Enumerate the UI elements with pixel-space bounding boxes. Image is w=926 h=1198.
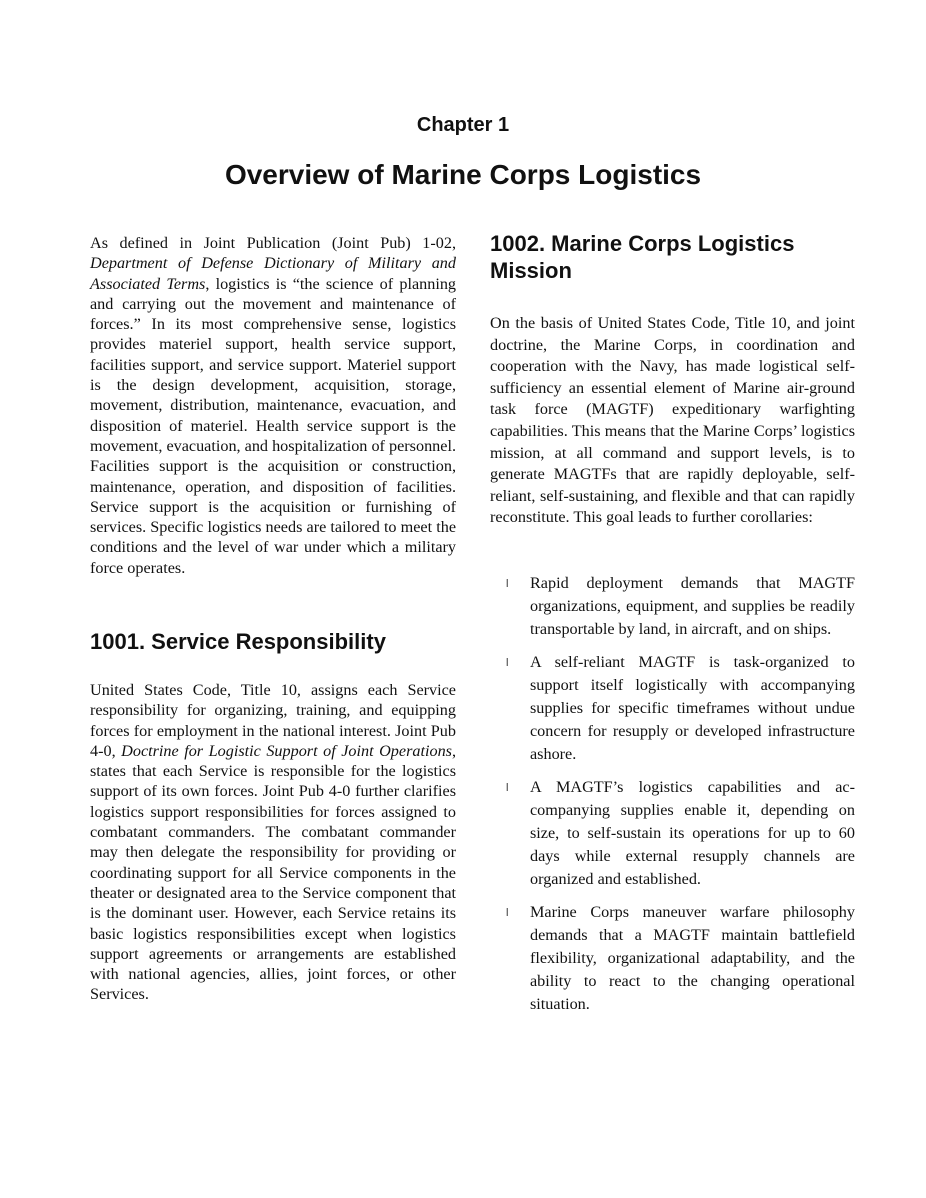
bullet-text: Rapid deployment demands that MAGTF organizations, equipment, and supplies be readily transportable by land, in aircraft, and on ships.: [530, 574, 855, 638]
section-1001-paragraph: [90, 680, 456, 1005]
list-item: [490, 572, 855, 640]
bullet-text: Marine Corps maneuver warfare philosophy demands that a MAGTF maintain battlefield flexibility, organizational adaptability, and the ability to react to the changing operational situation.: [530, 903, 855, 1013]
list-item: [490, 901, 855, 1015]
bullet-icon: l: [506, 782, 509, 795]
list-item: [490, 776, 855, 890]
list-item: [490, 651, 855, 765]
intro-rest: , logistics is “the science of planning and carrying out the movement and maintenance of forces.” In its most comprehensive sense, logistics provides materiel support, health service support, facilities support, and service support. Materiel support is the design development, acquisition, storage, movement, distribution, maintenance, evacuation, and disposition of materiel. Health service support is the movement, evacuation, and hospitalization of personnel. Facilities support is the acquisition or construction, maintenance, operation, and disposition of facilities. Service support is the acquisition or furnishing of services. Specific logistics needs are tailored to meet the conditions and the level of war under which a military force operates.: [90, 274, 457, 577]
bullet-text: A self-reliant MAGTF is task-organized to support itself logistically with accompanying supplies for specific timeframes without undue concern for resupply or developed infrastructure ashore.: [530, 653, 855, 763]
bullet-text: A MAGTF’s logistics capabilities and accompanying supplies enable it, depending on size, to self-sustain its operations for up to 60 days while external resupply channels are organized and established.: [530, 778, 855, 888]
chapter-title: Overview of Marine Corps Logistics: [224, 159, 702, 190]
corollaries-list: [490, 572, 855, 1026]
section-1002-heading: 1002. Marine Corps Logistics Mission: [490, 231, 795, 283]
chapter-label: Chapter 1: [416, 114, 510, 136]
section-1001-rest: , states that each Service is responsible for the logistics support of its own forces. Joint Pub 4-0 further clarifies logistics support responsibilities for forces assigned to combatant commanders. The combatant commander may then delegate the responsibility for providing or coordinating support for all Service components in the theater or designated area to the Service component that is the dominant user. However, each Service retains its basic logistics responsibilities except when logistics support agreements or arrangements are established with national agencies, allies, joint forces, or other Services.: [90, 741, 457, 1004]
section-1001-lead: United States Code, Title 10, assigns each Service responsibility for organizing, training, and equipping forces for employment in the national interest. Joint Pub 4-0,: [90, 681, 456, 760]
section-1002-paragraph: On the basis of United States Code, Title 10, and joint doctrine, the Marine Corps, in coordination and cooperation with the Navy, has made logistical self-sufficiency an essential element of Marine air-ground task force (MAGTF) expeditionary warfighting capabilities. This means that the Marine Corps’ logistics mission, at all command and support levels, is to generate MAGTFs that are rapidly deployable, self-reliant, self-sustaining, and flexible and that can rapidly reconstitute. This goal leads to further corollaries:: [490, 314, 855, 527]
bullet-icon: l: [506, 907, 509, 920]
bullet-icon: l: [506, 578, 509, 590]
intro-lead: As defined in Joint Publication (Joint Pub) 1-02,: [90, 234, 456, 252]
intro-paragraph: [90, 233, 456, 578]
intro-publication-title: Department of Defense Dictionary of Military and Associated Terms: [90, 254, 456, 293]
section-1001-heading: 1001. Service Responsibility: [90, 629, 386, 654]
right-column: [490, 230, 855, 284]
section-1001-publication-title: Doctrine for Logistic Support of Joint Operations: [121, 741, 452, 760]
bullet-icon: l: [506, 657, 509, 670]
